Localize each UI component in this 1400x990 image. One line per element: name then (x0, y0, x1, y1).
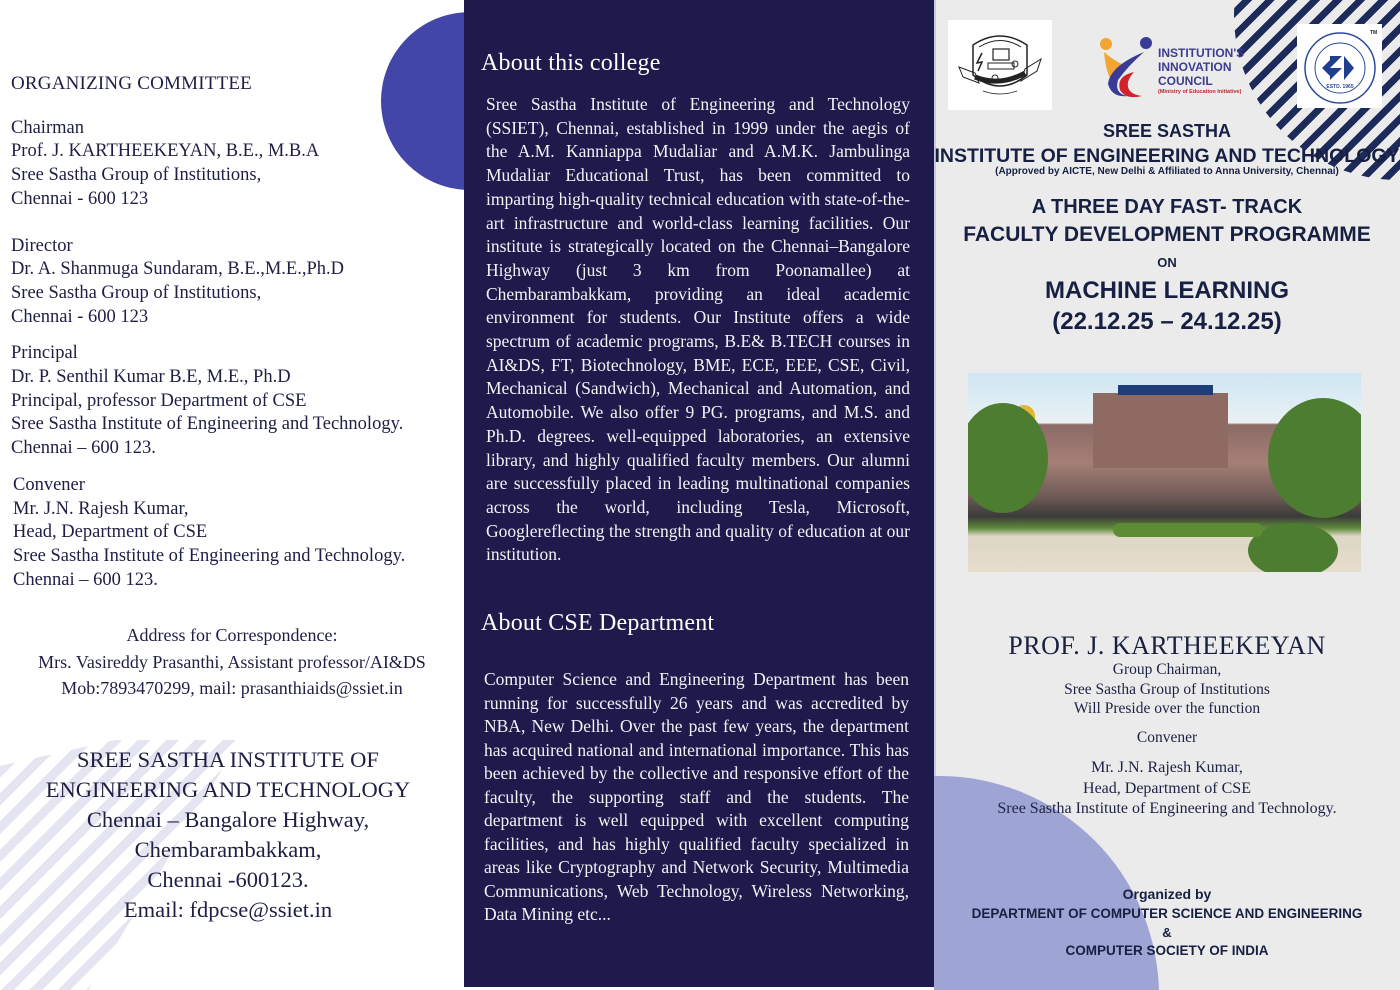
iic-line: INNOVATION (1158, 60, 1232, 74)
correspondence-address (0, 622, 464, 702)
csi-logo (1297, 24, 1382, 108)
ssiet-logo (948, 20, 1052, 110)
member-line: Head, Department of CSE (13, 522, 208, 543)
programme-dates: (22.12.25 – 24.12.25) (1052, 308, 1282, 335)
committee-chairman (11, 117, 461, 212)
member-name: Dr. P. Senthil Kumar B.E, M.E., Ph.D (11, 367, 291, 388)
programme-line2: FACULTY DEVELOPMENT PROGRAMME (963, 223, 1371, 246)
iic-logo (1098, 36, 1258, 100)
address-city: Chennai -600123. (147, 867, 309, 892)
csi-tm: TM (1369, 30, 1377, 36)
convener-details (934, 758, 1400, 820)
organized-society: COMPUTER SOCIETY OF INDIA (1065, 943, 1269, 958)
middle-panel (464, 0, 934, 987)
tree-shape (968, 403, 1048, 513)
correspondence-label: Address for Correspondence: (126, 625, 338, 645)
convener-title: Head, Department of CSE (1083, 779, 1251, 797)
address-street: Chennai – Bangalore Highway, (86, 807, 370, 832)
correspondence-details: Mob:7893470299, mail: prasanthiaids@ssiet.in (61, 678, 403, 698)
member-line: Chennai – 600 123. (11, 438, 156, 459)
iic-line: COUNCIL (1158, 74, 1213, 88)
iic-symbol-icon (1098, 36, 1158, 100)
building-center (1093, 393, 1228, 468)
member-line: Chennai - 600 123 (11, 188, 149, 209)
chief-details (934, 660, 1400, 719)
role-label: Convener (13, 474, 85, 495)
member-name: Dr. A. Shanmuga Sundaram, B.E.,M.E.,Ph.D (11, 259, 344, 280)
role-label: Principal (11, 343, 78, 364)
role-label: Director (11, 235, 73, 256)
chief-note: Will Preside over the function (1073, 700, 1261, 717)
institute-title-line1: SREE SASTHA (1102, 121, 1232, 141)
address-email: Email: fdpcse@ssiet.in (123, 897, 333, 922)
organized-ampersand: & (1162, 925, 1172, 940)
convener-org: Sree Sastha Institute of Engineering and Technology. (997, 800, 1337, 817)
csi-emblem-icon (1300, 26, 1380, 106)
chief-title: Group Chairman, (1112, 661, 1222, 678)
member-line: Chennai - 600 123 (11, 306, 149, 327)
campus-photo (968, 373, 1361, 572)
member-line: Chennai – 600 123. (13, 569, 158, 590)
committee-heading: ORGANIZING COMMITTEE (11, 73, 252, 94)
member-line: Sree Sastha Institute of Engineering and Technology. (13, 545, 406, 566)
institute-name-line: ENGINEERING AND TECHNOLOGY (45, 777, 411, 802)
organized-department: DEPARTMENT OF COMPUTER SCIENCE AND ENGINEERING (971, 906, 1363, 921)
member-name: Mr. J.N. Rajesh Kumar, (13, 498, 189, 519)
committee-convener (13, 474, 461, 593)
committee-principal (11, 342, 461, 461)
address-area: Chembarambakkam, (134, 837, 322, 862)
institute-name-line: SREE SASTHA INSTITUTE OF (77, 747, 379, 772)
convener-label: Convener (1136, 729, 1198, 746)
chief-name: PROF. J. KARTHEEKEYAN (1008, 631, 1326, 660)
building-sign (1118, 385, 1213, 395)
right-panel (934, 0, 1400, 990)
role-label: Chairman (11, 117, 84, 138)
organizing-committee (11, 72, 461, 615)
left-panel (0, 0, 464, 990)
about-college-body: Sree Sastha Institute of Engineering and Technology (SSIET), Chennai, established in 1999 under the aegis of the A.M. Kanniappa Mudaliar and A.M.K. Jambulinga Mudaliar Educational Trust, has been committed to imparting high-quality technical education with state-of-the-art infrastructure and world-class learning facilities. Our institute is strategically located on the Chennai–Bangalore Highway (just 3 km from Poonamallee) at Chembarambakkam, providing an ideal academic environment for students. Our Institute offers a wide spectrum of academic programs, B.E& B.TECH courses in AI&DS, FT, Biotechnology, BME, ECE, EEE, CSE, Civil, Mechanical (Sandwich), Mechanical and Automation, and Automobile. We also offer 9 PG. programs, and M.S. and Ph.D. degrees. well-equipped laboratories, an extensive library, and highly qualified faculty members. Our alumni are successfully placed in leading multinational companies across the world, including Tesla, Microsoft, Googlereflecting the strength and quality of education at our institution. (486, 94, 910, 565)
member-line: Sree Sastha Institute of Engineering and Technology. (11, 414, 404, 435)
member-line: Sree Sastha Group of Institutions, (11, 282, 262, 303)
programme-line1: A THREE DAY FAST- TRACK (1031, 196, 1303, 218)
hedge-shape (1113, 523, 1263, 537)
institute-address (0, 745, 456, 925)
member-name: Prof. J. KARTHEEKEYAN, B.E., M.B.A (11, 141, 320, 162)
institute-approval: (Approved by AICTE, New Delhi & Affiliated to Anna University, Chennai) (995, 166, 1339, 177)
institute-title-line2: INSTITUTE OF ENGINEERING AND TECHNOLOGY (934, 145, 1400, 167)
tree-shape (1268, 398, 1361, 518)
member-line: Sree Sastha Group of Institutions, (11, 165, 262, 186)
member-line: Principal, professor Department of CSE (11, 390, 307, 411)
committee-director (11, 235, 461, 330)
programme-on: ON (1157, 255, 1177, 270)
about-cse-title: About CSE Department (481, 610, 715, 636)
about-cse-body: Computer Science and Engineering Department has been running for successfully 26 years and was accredited by NBA, New Delhi. Over the past few years, the department has acquired national and international importance. This has been achieved by the collective and responsive effort of the faculty, the supporting staff and the students. The department is well equipped with excellent computing facilities, and has highly qualified faculty specialized in areas like Cryptography and Network Security, Multimedia Communications, Web Technology, Wireless Networking, Data Mining etc... (484, 669, 909, 924)
organized-label: Organized by (1122, 886, 1212, 902)
iic-name (1158, 46, 1244, 88)
convener-name: Mr. J.N. Rajesh Kumar, (1091, 759, 1243, 776)
programme-topic: MACHINE LEARNING (1045, 277, 1289, 304)
csi-estd: ESTD. 1965 (1325, 84, 1354, 90)
about-college-title: About this college (481, 50, 661, 76)
iic-line: INSTITUTION'S (1158, 46, 1245, 60)
correspondence-contact: Mrs. Vasireddy Prasanthi, Assistant professor/AI&DS (38, 651, 426, 672)
iic-subtitle: (Ministry of Education Initiative) (1158, 89, 1242, 95)
ssiet-emblem-icon (955, 25, 1045, 105)
chief-org: Sree Sastha Group of Institutions (1064, 680, 1270, 698)
